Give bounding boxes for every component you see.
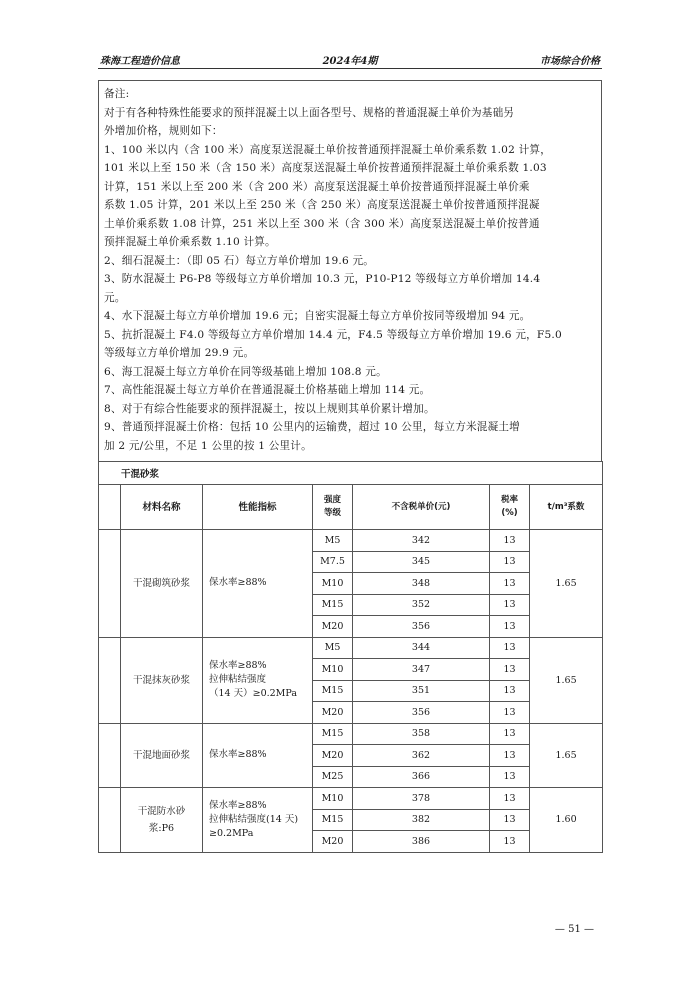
header-section: 市场综合价格	[540, 56, 600, 67]
tax-cell: 13	[490, 745, 530, 767]
price-cell: 382	[353, 809, 490, 831]
grade-cell: M15	[313, 680, 353, 702]
spec-cell: 保水率≥88%	[203, 530, 313, 638]
price-cell: 351	[353, 680, 490, 702]
price-cell: 358	[353, 723, 490, 745]
note-line: 3、防水混凝土 P6-P8 等级每立方单价增加 10.3 元，P10-P12 等级每立方单价增加 14.4	[104, 273, 541, 285]
grade-cell: M5	[313, 637, 353, 659]
price-cell: 344	[353, 637, 490, 659]
note-line: 元。	[104, 291, 126, 304]
column-header-grade	[313, 485, 353, 530]
tax-cell: 13	[490, 702, 530, 724]
page-header	[98, 50, 602, 69]
price-cell: 342	[353, 530, 490, 552]
spec-cell: 保水率≥88% 拉伸粘结强度 （14 天）≥0.2MPa	[203, 637, 313, 723]
column-header-factor: t/m³系数	[530, 485, 603, 530]
column-header-spec: 性能指标	[203, 485, 313, 530]
table-row	[99, 637, 603, 659]
note-line: 加 2 元/公里，不足 1 公里的按 1 公里计。	[104, 439, 312, 452]
note-line: 等级每立方单价增加 29.9 元。	[104, 347, 255, 359]
grade-cell: M10	[313, 788, 353, 810]
note-line: 备注:	[104, 88, 130, 100]
header-publication-title: 珠海工程造价信息	[100, 56, 180, 67]
note-line: 外增加价格，规则如下：	[104, 125, 223, 137]
factor-cell: 1.65	[530, 530, 603, 638]
section-title-row	[99, 462, 603, 485]
price-cell: 378	[353, 788, 490, 810]
note-line: 土单价乘系数 1.08 计算，251 米以上至 300 米（含 300 米）高度泵送混凝土单价按普通	[104, 217, 540, 230]
notes-text	[104, 85, 596, 455]
table-header-row	[99, 485, 603, 530]
tax-cell: 13	[490, 530, 530, 552]
material-name-cell: 干混抹灰砂浆	[121, 637, 203, 723]
price-cell: 366	[353, 766, 490, 788]
group-blank-cell	[99, 530, 121, 638]
grade-cell: M20	[313, 616, 353, 638]
note-line: 系数 1.05 计算，201 米以上至 250 米（含 250 米）高度泵送混凝土单价按普通预拌混凝	[104, 199, 540, 211]
page-number: — 51 —	[554, 924, 594, 935]
grade-cell: M10	[313, 573, 353, 595]
note-line: 6、海工混凝土每立方单价在同等级基础上增加 108.8 元。	[104, 365, 387, 378]
material-name-cell: 干混防水砂 浆:P6	[121, 788, 203, 853]
grade-cell: M20	[313, 702, 353, 724]
grade-cell: M25	[313, 766, 353, 788]
tax-cell: 13	[490, 809, 530, 831]
price-cell: 345	[353, 551, 490, 573]
material-name-cell: 干混砌筑砂浆	[121, 530, 203, 638]
grade-cell: M15	[313, 723, 353, 745]
price-cell: 356	[353, 616, 490, 638]
grade-cell: M20	[313, 831, 353, 853]
column-header-name: 材料名称	[121, 485, 203, 530]
column-header-grade-text: 强度 等级	[323, 495, 341, 518]
table-body	[99, 530, 603, 853]
factor-cell: 1.60	[530, 788, 603, 853]
notes-box	[98, 80, 602, 461]
spec-cell: 保水率≥88%	[203, 723, 313, 788]
tax-cell: 13	[490, 551, 530, 573]
tax-cell: 13	[490, 788, 530, 810]
tax-cell: 13	[490, 680, 530, 702]
factor-cell: 1.65	[530, 723, 603, 788]
column-header-tax	[490, 485, 530, 530]
grade-cell: M15	[313, 809, 353, 831]
column-header-price: 不含税单价(元)	[353, 485, 490, 530]
tax-cell: 13	[490, 637, 530, 659]
price-cell: 386	[353, 831, 490, 853]
material-name-cell: 干混地面砂浆	[121, 723, 203, 788]
note-line: 5、抗折混凝土 F4.0 等级每立方单价增加 14.4 元，F4.5 等级每立方单价增加 19.6 元，F5.0	[104, 328, 562, 341]
tax-cell: 13	[490, 616, 530, 638]
header-issue: 2024年4期	[322, 56, 378, 67]
tax-cell: 13	[490, 831, 530, 853]
grade-cell: M20	[313, 745, 353, 767]
note-line: 1、100 米以内（含 100 米）高度泵送混凝土单价按普通预拌混凝土单价乘系数 1.02 计算，	[104, 143, 551, 156]
tax-cell: 13	[490, 766, 530, 788]
price-cell: 356	[353, 702, 490, 724]
note-line: 对于有各种特殊性能要求的预拌混凝土以上面各型号、规格的普通混凝土单价为基础另	[104, 106, 515, 119]
blank-header-cell	[99, 485, 121, 530]
price-cell: 348	[353, 573, 490, 595]
table-row	[99, 723, 603, 745]
note-line: 预拌混凝土单价乘系数 1.10 计算。	[104, 236, 276, 248]
note-line: 9、普通预拌混凝土价格：包括 10 公里内的运输费，超过 10 公里，每立方米混凝土增	[104, 421, 520, 433]
table-row	[99, 530, 603, 552]
note-line: 8、对于有综合性能要求的预拌混凝土，按以上规则其单价累计增加。	[104, 402, 435, 415]
column-header-tax-text: 税率 (%)	[500, 495, 518, 518]
grade-cell: M7.5	[313, 551, 353, 573]
tax-cell: 13	[490, 573, 530, 595]
section-title: 干混砂浆	[99, 462, 603, 485]
note-line: 2、细石混凝土：（即 05 石）每立方单价增加 19.6 元。	[104, 254, 375, 267]
dry-mortar-price-table	[98, 461, 603, 853]
tax-cell: 13	[490, 723, 530, 745]
price-cell: 352	[353, 594, 490, 616]
tax-cell: 13	[490, 659, 530, 681]
note-line: 4、水下混凝土每立方单价增加 19.6 元；自密实混凝土每立方单价按同等级增加 94 元。	[104, 310, 531, 322]
price-cell: 362	[353, 745, 490, 767]
grade-cell: M10	[313, 659, 353, 681]
grade-cell: M15	[313, 594, 353, 616]
table-row	[99, 788, 603, 810]
note-line: 7、高性能混凝土每立方单价在普通混凝土价格基础上增加 114 元。	[104, 384, 431, 396]
grade-cell: M5	[313, 530, 353, 552]
note-line: 101 米以上至 150 米（含 150 米）高度泵送混凝土单价按普通预拌混凝土单价乘系数 1.03	[104, 162, 547, 174]
note-line: 计算，151 米以上至 200 米（含 200 米）高度泵送混凝土单价按普通预拌混凝土单价乘	[104, 180, 530, 193]
group-blank-cell	[99, 637, 121, 723]
price-cell: 347	[353, 659, 490, 681]
spec-cell: 保水率≥88% 拉伸粘结强度(14 天) ≥0.2MPa	[203, 788, 313, 853]
group-blank-cell	[99, 788, 121, 853]
tax-cell: 13	[490, 594, 530, 616]
factor-cell: 1.65	[530, 637, 603, 723]
group-blank-cell	[99, 723, 121, 788]
